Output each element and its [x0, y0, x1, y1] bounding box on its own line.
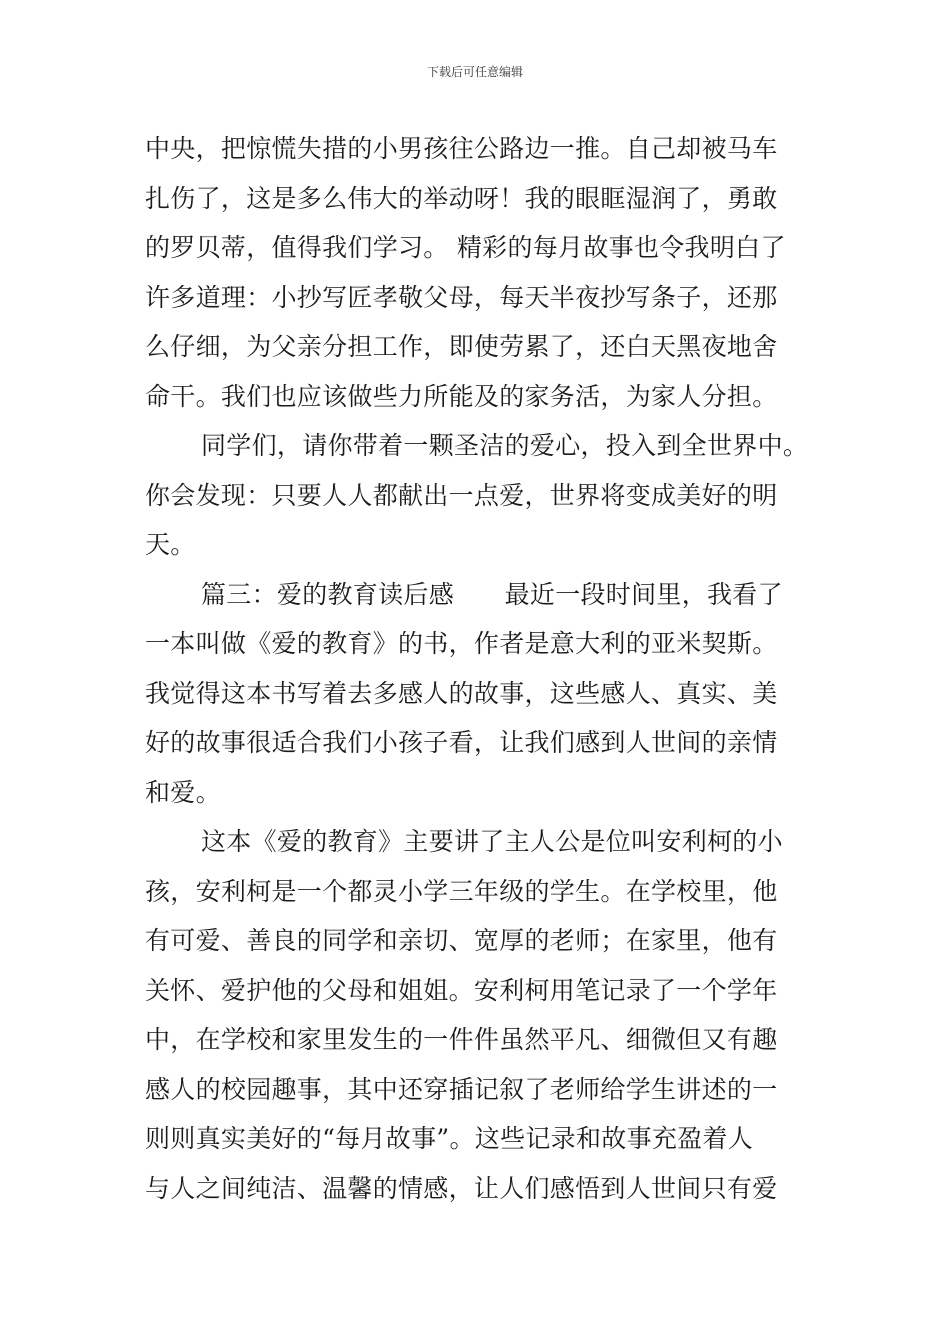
text-line: 好的故事很适合我们小孩子看，让我们感到人世间的亲情	[145, 728, 778, 757]
text-line: 许多道理：小抄写匠孝敬父母，每天半夜抄写条子，还那	[145, 282, 778, 312]
document-body	[145, 124, 815, 1213]
paragraph-start-line: 同学们，请你带着一颗圣洁的爱心，投入到全世界中。	[201, 431, 809, 460]
text-line: 的罗贝蒂，值得我们学习。 精彩的每月故事也令我明白了	[145, 233, 786, 262]
text-line: 天。	[145, 530, 196, 559]
section-heading-line: 篇三：爱的教育读后感 最近一段时间里，我看了	[201, 579, 783, 609]
text-line: 孩，安利柯是一个都灵小学三年级的学生。在学校里，他	[145, 876, 778, 906]
page-header-note: 下载后可任意编辑	[426, 65, 523, 79]
text-line: 扎伤了，这是多么伟大的举动呀！我的眼眶湿润了，勇敢	[145, 183, 778, 213]
text-line: 中央，把惊慌失措的小男孩往公路边一推。自己却被马车	[145, 134, 778, 163]
text-line: 和爱。	[145, 777, 221, 807]
text-line: 命干。我们也应该做些力所能及的家务活，为家人分担。	[145, 381, 778, 411]
paragraph-start-line: 这本《爱的教育》主要讲了主人公是位叫安利柯的小	[201, 827, 783, 856]
text-line: 中，在学校和家里发生的一件件虽然平凡、细微但又有趣	[145, 1025, 778, 1054]
text-line: 我觉得这本书写着去多感人的故事，这些感人、真实、美	[145, 678, 778, 708]
text-line: 感人的校园趣事，其中还穿插记叙了老师给学生讲述的一	[145, 1074, 778, 1104]
text-line: 你会发现：只要人人都献出一点爱，世界将变成美好的明	[145, 480, 778, 510]
text-line: 有可爱、善良的同学和亲切、宽厚的老师；在家里，他有	[145, 926, 778, 955]
text-line: 关怀、爱护他的父母和姐姐。安利柯用笔记录了一个学年	[145, 975, 778, 1005]
text-line: 与人之间纯洁、温馨的情感，让人们感悟到人世间只有爱	[145, 1173, 778, 1203]
text-line: 一本叫做《爱的教育》的书，作者是意大利的亚米契斯。	[145, 629, 778, 658]
text-line: 则则真实美好的“每月故事”。这些记录和故事充盈着人	[145, 1124, 754, 1153]
text-line: 么仔细，为父亲分担工作，即使劳累了，还白天黑夜地舍	[145, 332, 778, 361]
